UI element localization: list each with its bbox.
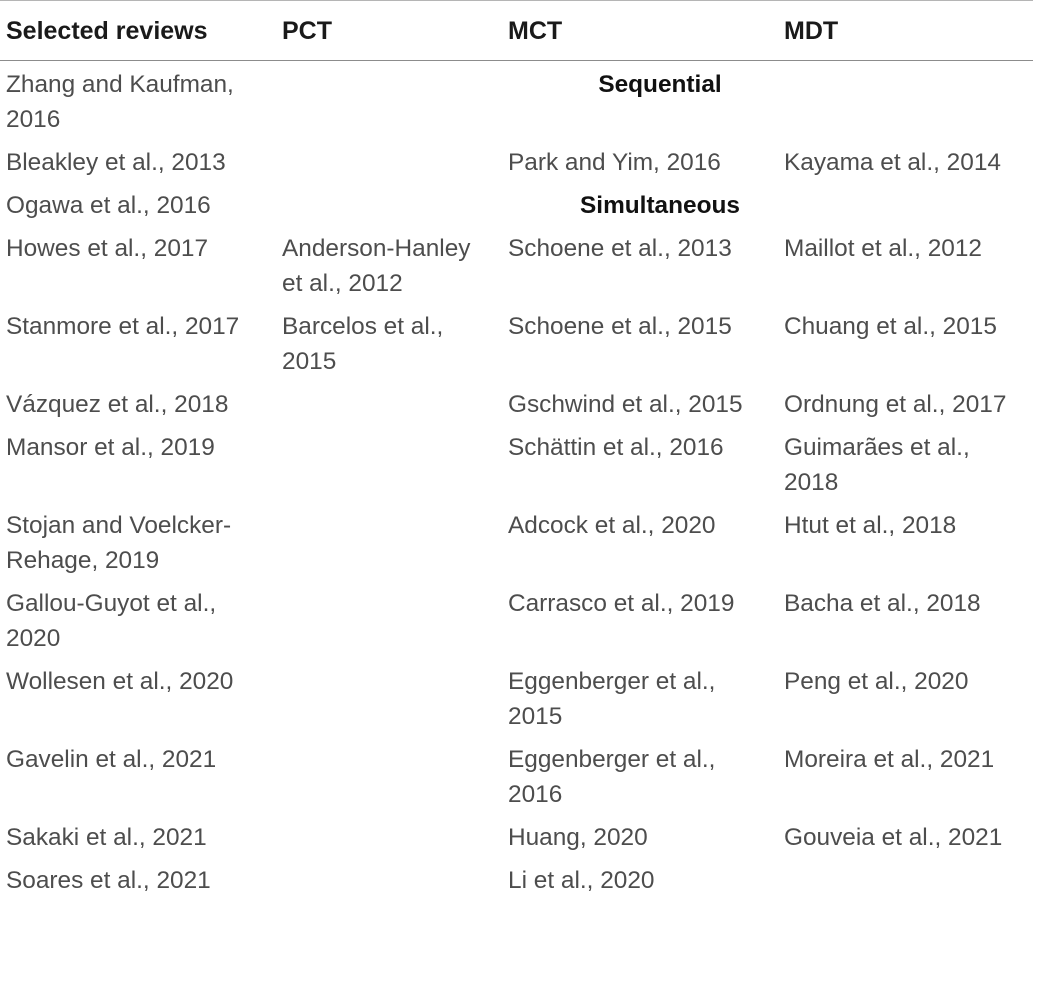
cell-mct: Gschwind et al., 2015: [508, 391, 743, 418]
cell-mdt: Peng et al., 2020: [784, 668, 969, 695]
header-mct: MCT: [508, 17, 563, 45]
table-row: [0, 658, 1033, 736]
header-selected-reviews: Selected reviews: [6, 17, 208, 45]
table-row: [0, 182, 1033, 225]
header-pct: PCT: [282, 17, 332, 45]
cell-mct: Li et al., 2020: [508, 867, 655, 894]
cell-mct: Park and Yim, 2016: [508, 149, 721, 176]
table-row: [0, 424, 1033, 502]
table-body: [0, 61, 1033, 901]
cell-pct: [276, 424, 502, 502]
cell-mdt: Bacha et al., 2018: [784, 590, 981, 617]
table-row: [0, 580, 1033, 658]
cell-pct: [276, 381, 502, 424]
section-label-simultaneous: Simultaneous: [580, 192, 740, 219]
cell-selected-review: Stanmore et al., 2017: [6, 313, 240, 340]
cell-mct: Schoene et al., 2013: [508, 235, 732, 262]
cell-pct: [276, 580, 502, 658]
cell-pct: [276, 182, 502, 225]
cell-mdt: Gouveia et al., 2021: [784, 824, 1003, 851]
cell-selected-review: Vázquez et al., 2018: [6, 391, 229, 418]
cell-mct: Schättin et al., 2016: [508, 434, 724, 461]
cell-mdt: Htut et al., 2018: [784, 512, 957, 539]
table-header: [0, 1, 1033, 61]
cell-pct: [276, 61, 502, 140]
cell-pct: [276, 736, 502, 814]
cell-mdt: Moreira et al., 2021: [784, 746, 995, 773]
cell-selected-review: Mansor et al., 2019: [6, 434, 215, 461]
cell-mct: Eggenberger et al., 2016: [508, 746, 716, 808]
cell-selected-review: Gavelin et al., 2021: [6, 746, 217, 773]
cell-selected-review: Gallou-Guyot et al., 2020: [6, 590, 217, 652]
section-label-sequential: Sequential: [598, 70, 722, 98]
cell-mct: Adcock et al., 2020: [508, 512, 716, 539]
cell-mct: Eggenberger et al., 2015: [508, 668, 716, 730]
cell-pct: Barcelos et al., 2015: [282, 313, 444, 375]
header-mdt: MDT: [784, 17, 839, 45]
table-row: [0, 225, 1033, 303]
cell-selected-review: Soares et al., 2021: [6, 867, 211, 894]
cell-selected-review: Bleakley et al., 2013: [6, 149, 226, 176]
table-row: [0, 303, 1033, 381]
cell-pct: [276, 502, 502, 580]
cell-pct: [276, 814, 502, 857]
cell-mct: Schoene et al., 2015: [508, 313, 732, 340]
table-row: [0, 502, 1033, 580]
table-row: [0, 381, 1033, 424]
cell-mdt: Kayama et al., 2014: [784, 149, 1001, 176]
table-row: [0, 736, 1033, 814]
cell-selected-review: Stojan and Voelcker-Rehage, 2019: [6, 512, 232, 574]
cell-mdt: [778, 182, 1033, 225]
cell-selected-review: Wollesen et al., 2020: [6, 668, 234, 695]
cell-mdt: Maillot et al., 2012: [784, 235, 982, 262]
cell-mdt: [778, 61, 1033, 140]
cell-selected-review: Ogawa et al., 2016: [6, 192, 211, 219]
table-row: [0, 814, 1033, 857]
header-row: [0, 1, 1033, 61]
table-row: [0, 61, 1033, 140]
cell-pct: [276, 139, 502, 182]
cell-mdt: Guimarães et al., 2018: [784, 434, 970, 496]
cell-mdt: Ordnung et al., 2017: [784, 391, 1007, 418]
cell-selected-review: Howes et al., 2017: [6, 235, 209, 262]
cell-selected-review: Zhang and Kaufman, 2016: [6, 71, 234, 133]
cell-pct: [276, 658, 502, 736]
table-row: [0, 857, 1033, 900]
cell-mct: Huang, 2020: [508, 824, 648, 851]
cell-pct: [276, 857, 502, 900]
table-row: [0, 139, 1033, 182]
cell-pct: Anderson-Hanley et al., 2012: [282, 235, 471, 297]
cell-selected-review: Sakaki et al., 2021: [6, 824, 207, 851]
cell-mdt: [778, 857, 1033, 900]
cell-mdt: Chuang et al., 2015: [784, 313, 997, 340]
cell-mct: Carrasco et al., 2019: [508, 590, 735, 617]
